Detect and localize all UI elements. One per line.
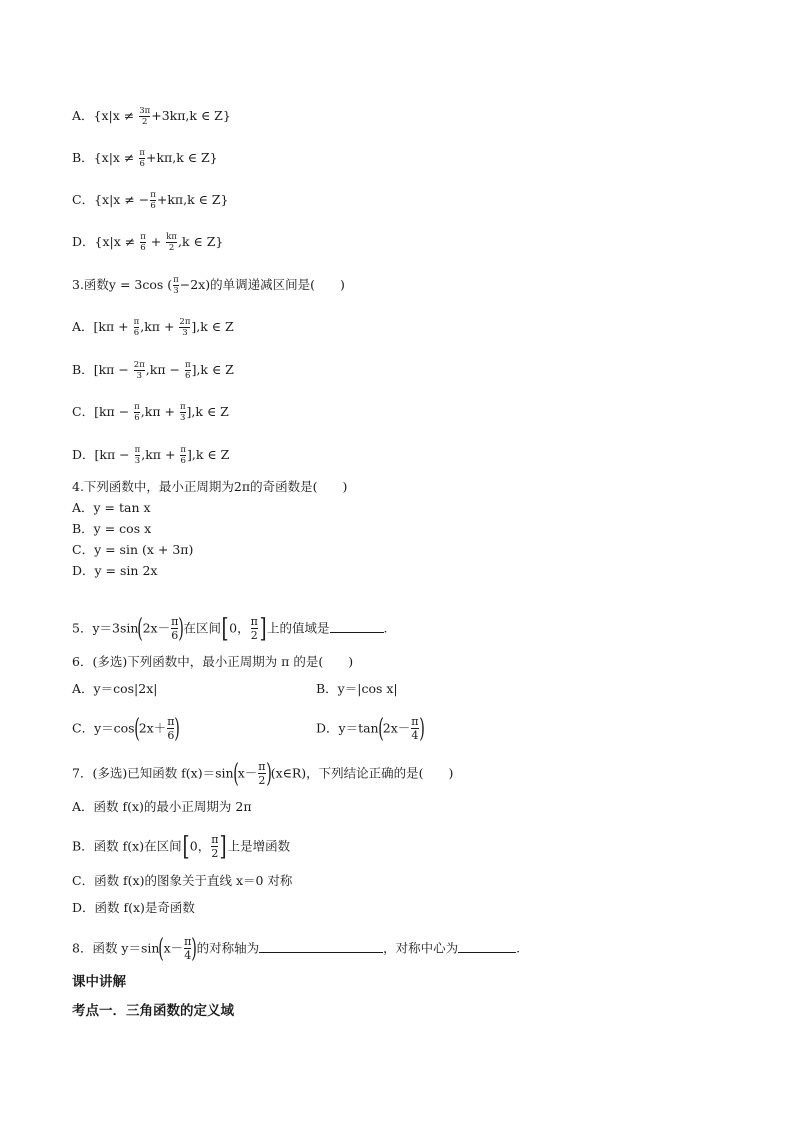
- section-heading: 课中讲解: [72, 974, 126, 990]
- q8-stem: 8．函数 y＝sin(x－ $\frac{\pi}{4}$ )的对称轴为 ，对称中心为 .: [72, 934, 521, 964]
- q2-option-d: D．{x|x ≠ $\frac{\pi}{6}$ + $\frac{k\pi}{2}$ ,k ∈ Z}: [72, 231, 224, 253]
- fraction: $\frac{\pi}{4}$: [411, 715, 419, 742]
- fraction: $\frac{k\pi}{2}$: [166, 231, 177, 253]
- q4-option-b: B．y = cos x: [72, 521, 152, 536]
- fraction: $\frac{2\pi}{3}$: [133, 359, 145, 381]
- q5-stem: 5．y＝3sin(2x－ $\frac{\pi}{6}$ )在区间[0， $\frac{\pi}{2}$ ]上的值域是 .: [72, 614, 388, 644]
- q3-option-c: C．[kπ − $\frac{\pi}{6}$ ,kπ + $\frac{\pi}{3}$ ],k ∈ Z: [72, 401, 229, 423]
- fraction: $\frac{\pi}{6}$: [171, 615, 179, 642]
- answer-blank[interactable]: [330, 620, 384, 633]
- q2-option-b: B．{x|x ≠ $\frac{\pi}{6}$ +kπ,k ∈ Z}: [72, 147, 218, 169]
- fraction: $\frac{\pi}{6}$: [150, 189, 156, 211]
- q4-option-a: A．y = tan x: [72, 500, 151, 515]
- q6-option-b: B．y＝|cos x|: [316, 681, 398, 696]
- q4-option-d: D．y = sin 2x: [72, 563, 158, 578]
- q3-stem: 3.函数y = 3cos ( $\frac{\pi}{3}$ −2x)的单调递减区间是( ): [72, 274, 345, 296]
- fraction: $\frac{\pi}{2}$: [250, 615, 258, 642]
- fraction: $\frac{\pi}{6}$: [167, 715, 175, 742]
- fraction: $\frac{\pi}{6}$: [140, 231, 146, 253]
- q6-option-d: D．y＝tan(2x－ $\frac{\pi}{4}$ ): [316, 714, 425, 744]
- q7-option-a: A．函数 f(x)的最小正周期为 2π: [72, 799, 252, 814]
- fraction: $\frac{\pi}{6}$: [184, 359, 191, 381]
- answer-blank[interactable]: [458, 940, 516, 953]
- fraction: $\frac{\pi}{3}$: [134, 444, 141, 466]
- fraction: $\frac{2\pi}{3}$: [179, 316, 191, 338]
- fraction: $\frac{\pi}{2}$: [258, 760, 266, 787]
- answer-blank[interactable]: [259, 940, 383, 953]
- fraction: $\frac{\pi}{3}$: [179, 401, 186, 423]
- fraction: $\frac{\pi}{3}$: [173, 274, 179, 296]
- fraction: $\frac{\pi}{6}$: [134, 401, 140, 423]
- fraction: $\frac{\pi}{2}$: [211, 833, 219, 860]
- q3-option-a: A．[kπ + $\frac{\pi}{6}$ ,kπ + $\frac{2\pi}{3}$ ],k ∈ Z: [72, 316, 234, 338]
- fraction: $\frac{3\pi}{2}$: [139, 105, 151, 127]
- q4-option-c: C．y = sin (x + 3π): [72, 542, 194, 557]
- q2-option-c: C．{x|x ≠ − $\frac{\pi}{6}$ +kπ,k ∈ Z}: [72, 189, 229, 211]
- fraction: $\frac{\pi}{6}$: [139, 147, 145, 169]
- q4-stem: 4.下列函数中，最小正周期为2π的奇函数是( ): [72, 479, 348, 494]
- q7-stem: 7．(多选)已知函数 f(x)＝sin(x－ $\frac{\pi}{2}$ )(x∈R)，下列结论正确的是( ): [72, 759, 454, 789]
- q7-option-d: D．函数 f(x)是奇函数: [72, 900, 195, 915]
- q6-option-c: C．y＝cos(2x＋ $\frac{\pi}{6}$ ): [72, 714, 181, 744]
- q6-stem: 6．(多选)下列函数中，最小正周期为 π 的是( ): [72, 654, 354, 669]
- q7-option-c: C．函数 f(x)的图象关于直线 x＝0 对称: [72, 873, 293, 888]
- q6-option-a: A．y＝cos|2x|: [72, 681, 158, 696]
- subsection-heading: 考点一．三角函数的定义域: [72, 1003, 234, 1019]
- fraction: $\frac{\pi}{6}$: [180, 444, 186, 466]
- fraction: $\frac{\pi}{6}$: [133, 316, 140, 338]
- q3-option-b: B．[kπ − $\frac{2\pi}{3}$ ,kπ − $\frac{\pi}{6}$ ],k ∈ Z: [72, 359, 234, 381]
- q3-option-d: D．[kπ − $\frac{\pi}{3}$ ,kπ + $\frac{\pi}{6}$ ],k ∈ Z: [72, 444, 230, 466]
- fraction: $\frac{\pi}{4}$: [184, 935, 192, 962]
- q2-option-a: A．{x|x ≠ $\frac{3\pi}{2}$ +3kπ,k ∈ Z}: [72, 105, 231, 127]
- q7-option-b: B．函数 f(x)在区间[0， $\frac{\pi}{2}$ ]上是增函数: [72, 832, 291, 862]
